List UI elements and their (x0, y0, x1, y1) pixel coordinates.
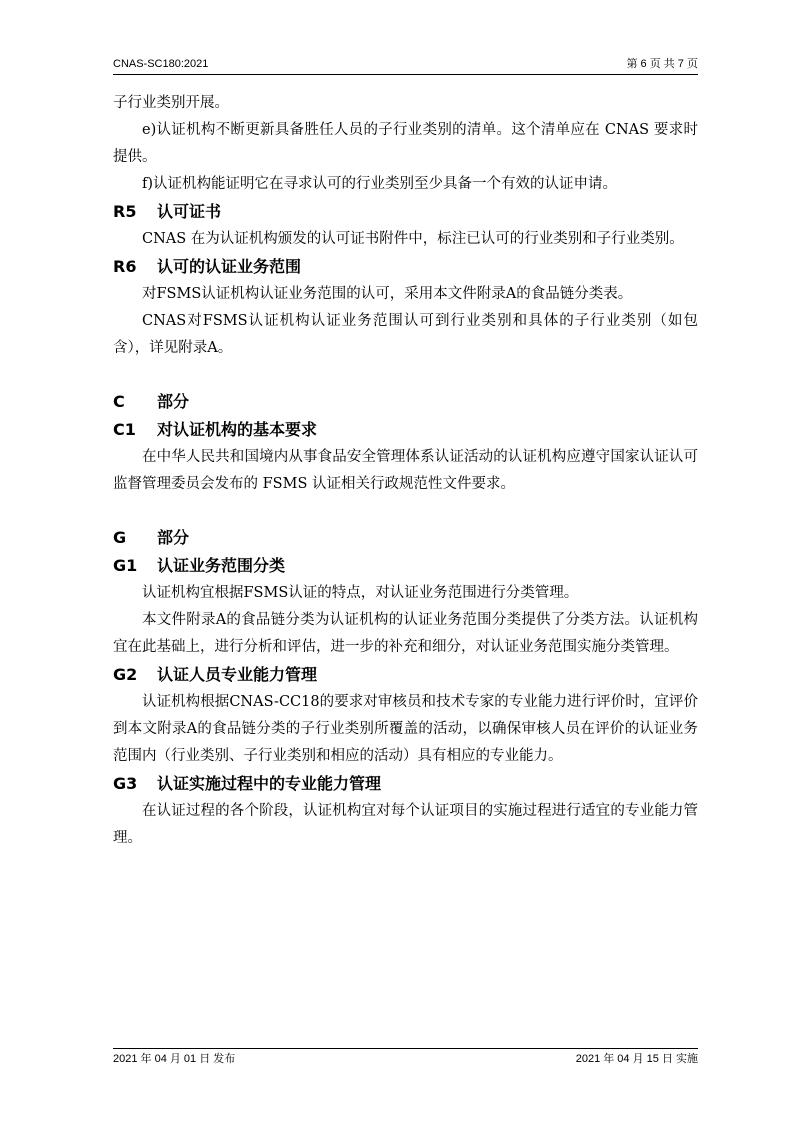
section-title: 部分 (157, 392, 190, 411)
section-heading-r6 (113, 253, 698, 281)
effective-date: 2021 年 04 月 15 日 实施 (575, 1053, 698, 1065)
section-heading-g1 (113, 552, 698, 580)
document-body (113, 90, 698, 852)
part-heading-g (113, 524, 698, 552)
section-title: 部分 (157, 528, 190, 547)
page-footer (113, 1048, 698, 1065)
paragraph: 对FSMS认证机构认证业务范围的认可，采用本文件附录A的食品链分类表。 (142, 286, 633, 302)
paragraph: CNAS对FSMS认证机构认证业务范围认可到行业类别和具体的子行业类别（如包含），详见附录A。 (113, 313, 698, 356)
section-number: G1 (113, 556, 138, 575)
section-title: 认可的认证业务范围 (157, 257, 302, 276)
section-heading-g2 (113, 661, 698, 689)
paragraph: 子行业类别开展。 (113, 95, 229, 111)
section-title: 认证业务范围分类 (157, 556, 286, 575)
paragraph: f)认证机构能证明它在寻求认可的行业类别至少具备一个有效的认证申请。 (142, 176, 618, 192)
section-number: R5 (113, 202, 137, 221)
page-number: 第 6 页 共 7 页 (626, 58, 698, 70)
section-title: 对认证机构的基本要求 (157, 420, 318, 439)
release-date: 2021 年 04 月 01 日 发布 (113, 1053, 236, 1065)
paragraph: CNAS 在为认证机构颁发的认可证书附件中，标注已认可的行业类别和子行业类别。 (142, 231, 684, 247)
paragraph: 认证机构根据CNAS-CC18的要求对审核员和技术专家的专业能力进行评价时，宜评价到本文附录A的食品链分类的子行业类别所覆盖的活动，以确保审核人员在评价的认证业务范围内（行业类别、子行业类别和相应的活动）具有相应的专业能力。 (113, 694, 698, 764)
section-number: G (113, 528, 127, 547)
section-number: C (113, 392, 125, 411)
section-number: C1 (113, 420, 136, 439)
paragraph: 在中华人民共和国境内从事食品安全管理体系认证活动的认证机构应遵守国家认证认可监督管理委员会发布的 FSMS 认证相关行政规范性文件要求。 (113, 449, 698, 492)
section-heading-g3 (113, 770, 698, 798)
page-header (113, 57, 698, 75)
section-number: R6 (113, 257, 137, 276)
paragraph: 在认证过程的各个阶段，认证机构宜对每个认证项目的实施过程进行适宜的专业能力管理。 (113, 803, 698, 846)
section-heading-r5 (113, 198, 698, 226)
paragraph: e)认证机构不断更新具备胜任人员的子行业类别的清单。这个清单应在 CNAS 要求时提供。 (113, 122, 698, 165)
section-heading-c1 (113, 416, 698, 444)
section-title: 认证实施过程中的专业能力管理 (157, 774, 382, 793)
document-id: CNAS-SC180:2021 (113, 58, 209, 70)
section-title: 认可证书 (157, 202, 222, 221)
paragraph: 本文件附录A的食品链分类为认证机构的认证业务范围分类提供了分类方法。认证机构宜在此基础上，进行分析和评估，进一步的补充和细分，对认证业务范围实施分类管理。 (113, 612, 698, 655)
section-number: G2 (113, 665, 138, 684)
section-number: G3 (113, 774, 138, 793)
section-title: 认证人员专业能力管理 (157, 665, 318, 684)
part-heading-c (113, 388, 698, 416)
paragraph: 认证机构宜根据FSMS认证的特点，对认证业务范围进行分类管理。 (142, 585, 579, 601)
